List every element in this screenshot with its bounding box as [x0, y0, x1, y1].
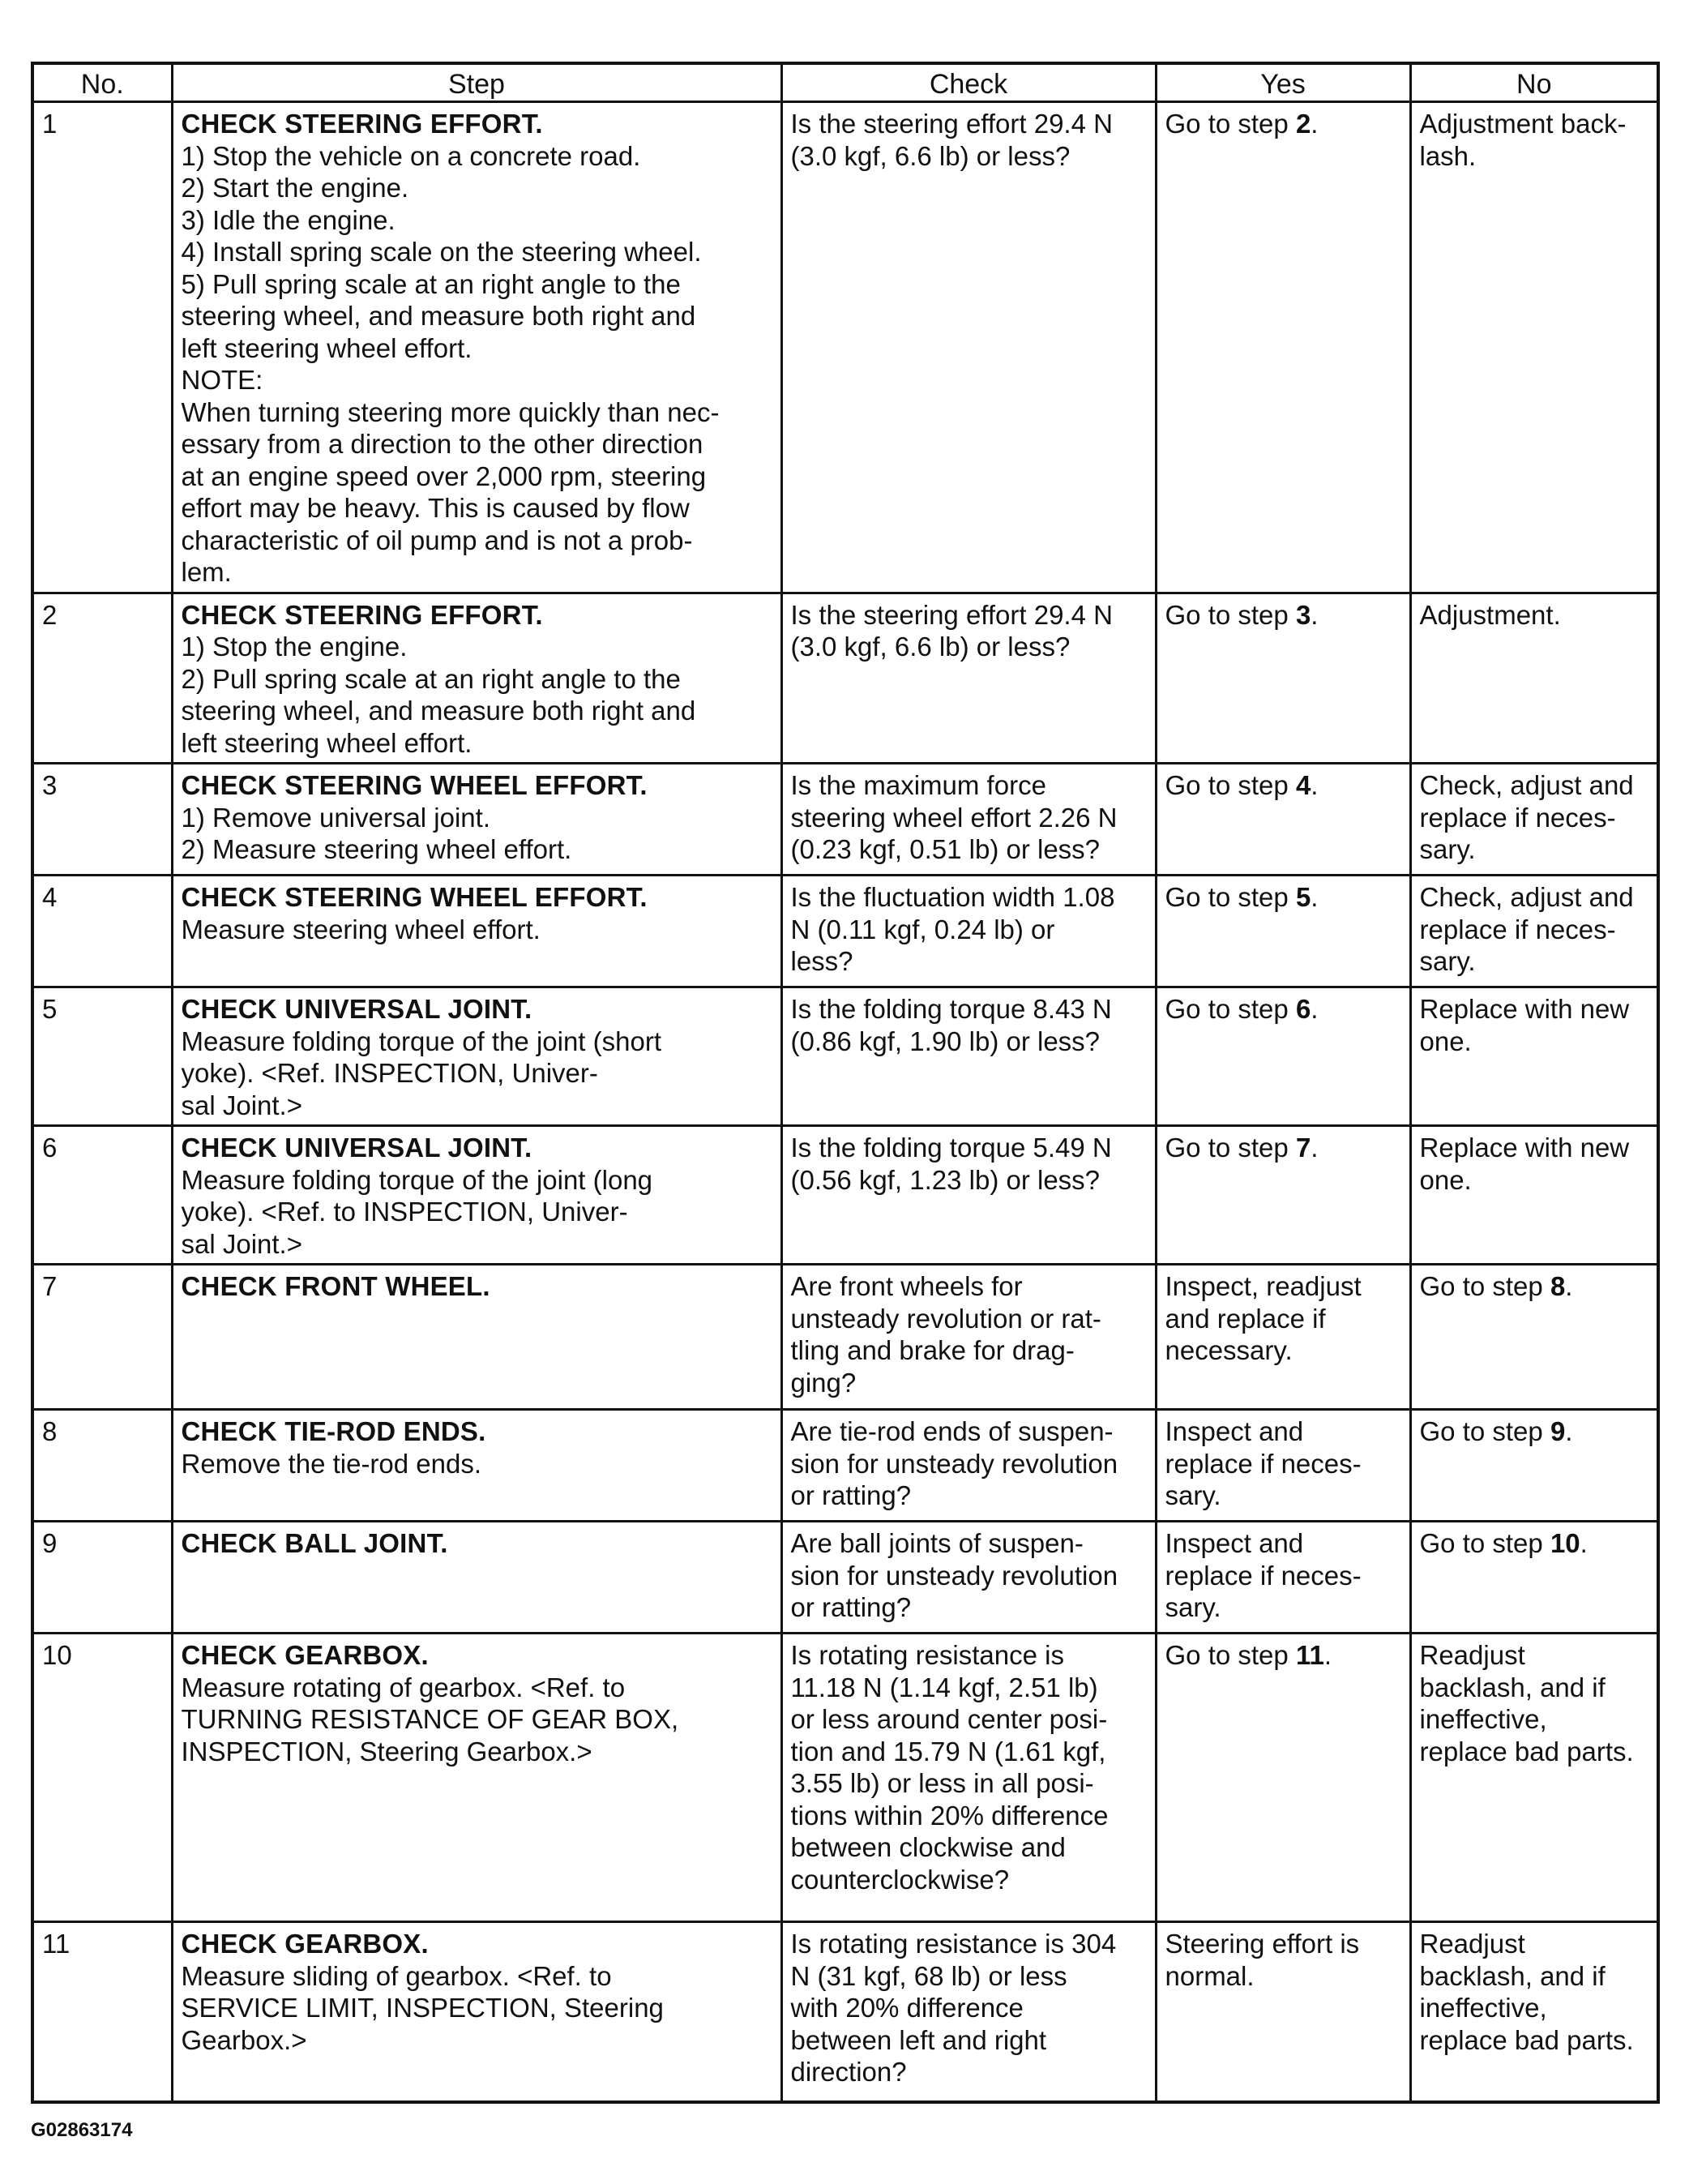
step-title: CHECK UNIVERSAL JOINT. — [181, 1133, 532, 1163]
check-cell — [781, 1265, 1156, 1410]
yes-result — [1156, 593, 1410, 764]
step-instruction: yoke). <Ref. to INSPECTION, Univer- — [181, 1197, 628, 1227]
check-text: Is rotating resistance is 304 — [790, 1929, 1117, 1959]
yes-text: Go to step — [1165, 1133, 1296, 1163]
header-no-result: No — [1410, 63, 1658, 102]
step-instruction: Measure folding torque of the joint (short — [181, 1026, 662, 1056]
no-step-number: 9 — [1550, 1416, 1566, 1446]
step-cell — [172, 876, 781, 987]
step-number: 2 — [32, 593, 172, 764]
table-row — [32, 764, 1658, 876]
yes-text: Go to step — [1165, 599, 1296, 630]
step-title: CHECK FRONT WHEEL. — [181, 1271, 490, 1301]
step-instruction: Remove the tie-rod ends. — [181, 1448, 482, 1479]
check-text: unsteady revolution or rat- — [790, 1303, 1101, 1334]
no-result — [1410, 1265, 1658, 1410]
table-row — [32, 593, 1658, 764]
step-instruction: 3) Idle the engine. — [181, 204, 396, 235]
check-cell — [781, 987, 1156, 1126]
no-text: Check, adjust and replace if neces- sary. — [1419, 882, 1634, 976]
check-text: tion and 15.79 N (1.61 kgf, — [790, 1736, 1106, 1766]
step-instruction: left steering wheel effort. — [181, 727, 472, 758]
yes-text: Inspect, readjust and replace if necessary. — [1165, 1271, 1362, 1365]
step-number: 8 — [32, 1410, 172, 1522]
yes-result — [1156, 102, 1410, 593]
check-text: sion for unsteady revolution — [790, 1560, 1118, 1591]
no-result — [1410, 593, 1658, 764]
check-text: Is the steering effort 29.4 N — [790, 109, 1113, 139]
yes-step-number: 7 — [1295, 1133, 1311, 1163]
table-row — [32, 987, 1658, 1126]
no-result — [1410, 1126, 1658, 1265]
yes-result — [1156, 987, 1410, 1126]
step-instruction: Gearbox.> — [181, 2024, 307, 2055]
check-cell — [781, 1410, 1156, 1522]
header-step: Step — [172, 63, 781, 102]
no-text: Replace with new one. — [1419, 1133, 1630, 1195]
yes-result — [1156, 1922, 1410, 2102]
yes-text: Go to step — [1165, 994, 1296, 1024]
yes-text: Go to step — [1165, 1640, 1296, 1670]
header-row — [32, 63, 1658, 102]
step-instruction: 1) Stop the vehicle on a concrete road. — [181, 140, 641, 171]
yes-text: Inspect and replace if neces- sary. — [1165, 1528, 1362, 1622]
yes-result — [1156, 876, 1410, 987]
check-text: or ratting? — [790, 1592, 912, 1622]
check-text: or less around center posi- — [790, 1704, 1108, 1734]
yes-text-suffix: . — [1311, 994, 1319, 1024]
yes-step-number: 6 — [1295, 994, 1311, 1024]
step-title: CHECK GEARBOX. — [181, 1640, 429, 1670]
step-number: 9 — [32, 1522, 172, 1634]
check-text: or ratting? — [790, 1480, 912, 1510]
yes-text-suffix: . — [1323, 1640, 1332, 1670]
step-cell — [172, 593, 781, 764]
no-text-suffix: . — [1565, 1416, 1573, 1446]
yes-text: Go to step — [1165, 770, 1296, 800]
no-text: Go to step — [1419, 1528, 1550, 1558]
step-instruction: 1) Remove universal joint. — [181, 802, 490, 833]
check-cell — [781, 1522, 1156, 1634]
no-result — [1410, 876, 1658, 987]
check-text: (3.0 kgf, 6.6 lb) or less? — [790, 140, 1071, 171]
check-text: Is rotating resistance is — [790, 1640, 1064, 1670]
yes-result — [1156, 1410, 1410, 1522]
no-result — [1410, 102, 1658, 593]
step-cell — [172, 1922, 781, 2102]
check-text: Is the steering effort 29.4 N — [790, 599, 1113, 630]
check-text: between clockwise and — [790, 1832, 1066, 1862]
no-text: Readjust backlash, and if ineffective, replace bad parts. — [1419, 1929, 1634, 2055]
check-text: (0.56 kgf, 1.23 lb) or less? — [790, 1164, 1101, 1195]
table-row — [32, 1634, 1658, 1922]
no-text: Adjustment back- lash. — [1419, 109, 1627, 171]
yes-step-number: 3 — [1295, 599, 1311, 630]
table-row — [32, 102, 1658, 593]
yes-text-suffix: . — [1311, 770, 1319, 800]
yes-step-number: 2 — [1295, 109, 1311, 139]
step-title: CHECK STEERING EFFORT. — [181, 109, 543, 139]
no-text: Replace with new one. — [1419, 994, 1630, 1056]
step-instruction: characteristic of oil pump and is not a prob- — [181, 525, 693, 555]
check-text: Are ball joints of suspen- — [790, 1528, 1084, 1558]
step-instruction: 5) Pull spring scale at an right angle to the — [181, 268, 681, 299]
check-text: with 20% difference — [790, 1993, 1024, 2023]
check-cell — [781, 102, 1156, 593]
no-step-number: 8 — [1550, 1271, 1566, 1301]
yes-result — [1156, 764, 1410, 876]
step-instruction: 2) Measure steering wheel effort. — [181, 834, 572, 864]
check-text: counterclockwise? — [790, 1864, 1010, 1895]
check-cell — [781, 876, 1156, 987]
no-result — [1410, 1922, 1658, 2102]
check-cell — [781, 1126, 1156, 1265]
table-row — [32, 1922, 1658, 2102]
yes-step-number: 11 — [1295, 1640, 1324, 1670]
check-text: 11.18 N (1.14 kgf, 2.51 lb) — [790, 1672, 1098, 1702]
step-instruction: steering wheel, and measure both right and — [181, 696, 696, 726]
yes-result — [1156, 1126, 1410, 1265]
step-instruction: INSPECTION, Steering Gearbox.> — [181, 1736, 592, 1766]
yes-text-suffix: . — [1311, 599, 1319, 630]
header-yes: Yes — [1156, 63, 1410, 102]
no-result — [1410, 764, 1658, 876]
step-cell — [172, 764, 781, 876]
step-instruction: Measure rotating of gearbox. <Ref. to — [181, 1672, 626, 1702]
step-instruction: sal Joint.> — [181, 1228, 302, 1259]
no-text: Go to step — [1419, 1271, 1550, 1301]
step-number: 7 — [32, 1265, 172, 1410]
check-text: Is the maximum force — [790, 770, 1046, 800]
diagnostic-table — [31, 62, 1660, 2104]
check-text: tions within 20% difference — [790, 1800, 1109, 1831]
step-instruction: at an engine speed over 2,000 rpm, steering — [181, 460, 707, 491]
figure-code: G02863174 — [31, 2119, 133, 2141]
check-cell — [781, 593, 1156, 764]
check-cell — [781, 1922, 1156, 2102]
yes-text: Inspect and replace if neces- sary. — [1165, 1416, 1362, 1510]
yes-step-number: 5 — [1295, 882, 1311, 912]
no-text: Check, adjust and replace if neces- sary. — [1419, 770, 1634, 864]
step-number: 4 — [32, 876, 172, 987]
yes-text: Steering effort is normal. — [1165, 1929, 1360, 1991]
check-text: less? — [790, 946, 853, 976]
check-text: 3.55 lb) or less in all posi- — [790, 1768, 1094, 1798]
check-text: Are front wheels for — [790, 1271, 1023, 1301]
check-text: Is the folding torque 8.43 N — [790, 994, 1112, 1024]
yes-text: Go to step — [1165, 882, 1296, 912]
no-text: Go to step — [1419, 1416, 1550, 1446]
step-instruction: TURNING RESISTANCE OF GEAR BOX, — [181, 1704, 679, 1734]
step-cell — [172, 1522, 781, 1634]
step-instruction: effort may be heavy. This is caused by flow — [181, 493, 690, 523]
check-text: (0.23 kgf, 0.51 lb) or less? — [790, 834, 1101, 864]
step-title: CHECK STEERING WHEEL EFFORT. — [181, 770, 648, 800]
step-instruction: lem. — [181, 557, 232, 587]
step-instruction: left steering wheel effort. — [181, 332, 472, 363]
step-instruction: When turning steering more quickly than nec- — [181, 396, 720, 427]
step-instruction: Measure folding torque of the joint (long — [181, 1164, 653, 1195]
check-text: direction? — [790, 2057, 907, 2087]
yes-text-suffix: . — [1311, 882, 1319, 912]
step-number: 6 — [32, 1126, 172, 1265]
step-cell — [172, 1265, 781, 1410]
step-number: 3 — [32, 764, 172, 876]
yes-result — [1156, 1265, 1410, 1410]
yes-step-number: 4 — [1295, 770, 1311, 800]
step-title: CHECK STEERING WHEEL EFFORT. — [181, 882, 648, 912]
check-text: (3.0 kgf, 6.6 lb) or less? — [790, 632, 1071, 662]
step-instruction: 2) Pull spring scale at an right angle to the — [181, 663, 681, 694]
no-result — [1410, 1634, 1658, 1922]
yes-text-suffix: . — [1311, 109, 1319, 139]
step-instruction: steering wheel, and measure both right and — [181, 301, 696, 331]
step-instruction: Measure sliding of gearbox. <Ref. to — [181, 1960, 612, 1991]
table-row — [32, 876, 1658, 987]
yes-text: Go to step — [1165, 109, 1296, 139]
check-text: Are tie-rod ends of suspen- — [790, 1416, 1114, 1446]
yes-result — [1156, 1522, 1410, 1634]
check-text: Is the folding torque 5.49 N — [790, 1133, 1112, 1163]
step-instruction: yoke). <Ref. INSPECTION, Univer- — [181, 1058, 598, 1088]
step-cell — [172, 1634, 781, 1922]
no-result — [1410, 987, 1658, 1126]
step-instruction: sal Joint.> — [181, 1090, 302, 1120]
step-title: CHECK BALL JOINT. — [181, 1528, 448, 1558]
table-row — [32, 1410, 1658, 1522]
no-result — [1410, 1410, 1658, 1522]
table-row — [32, 1522, 1658, 1634]
step-cell — [172, 987, 781, 1126]
check-text: sion for unsteady revolution — [790, 1448, 1118, 1479]
check-text: between left and right — [790, 2024, 1047, 2055]
table-row — [32, 1265, 1658, 1410]
no-text: Adjustment. — [1419, 599, 1561, 630]
check-text: (0.86 kgf, 1.90 lb) or less? — [790, 1026, 1101, 1056]
header-check: Check — [781, 63, 1156, 102]
step-instruction: 1) Stop the engine. — [181, 632, 408, 662]
step-title: CHECK STEERING EFFORT. — [181, 599, 543, 630]
step-cell — [172, 102, 781, 593]
header-no: No. — [32, 63, 172, 102]
step-instruction: 2) Start the engine. — [181, 173, 409, 203]
check-text: N (31 kgf, 68 lb) or less — [790, 1960, 1067, 1991]
step-instruction: essary from a direction to the other direction — [181, 429, 703, 459]
no-text-suffix: . — [1580, 1528, 1588, 1558]
check-text: N (0.11 kgf, 0.24 lb) or — [790, 914, 1055, 944]
check-text: Is the fluctuation width 1.08 — [790, 882, 1115, 912]
step-title: CHECK GEARBOX. — [181, 1929, 429, 1959]
step-instruction: Measure steering wheel effort. — [181, 914, 541, 944]
yes-result — [1156, 1634, 1410, 1922]
check-cell — [781, 764, 1156, 876]
step-title: CHECK TIE-ROD ENDS. — [181, 1416, 486, 1446]
step-cell — [172, 1126, 781, 1265]
check-cell — [781, 1634, 1156, 1922]
no-text: Readjust backlash, and if ineffective, replace bad parts. — [1419, 1640, 1634, 1766]
step-instruction: 4) Install spring scale on the steering wheel. — [181, 237, 702, 267]
yes-text-suffix: . — [1311, 1133, 1319, 1163]
step-number: 5 — [32, 987, 172, 1126]
step-number: 1 — [32, 102, 172, 593]
table-row — [32, 1126, 1658, 1265]
check-text: tling and brake for drag- — [790, 1335, 1075, 1365]
step-number: 11 — [32, 1922, 172, 2102]
step-title: CHECK UNIVERSAL JOINT. — [181, 994, 532, 1024]
step-instruction: NOTE: — [181, 365, 263, 395]
step-instruction: SERVICE LIMIT, INSPECTION, Steering — [181, 1993, 664, 2023]
check-text: ging? — [790, 1367, 857, 1398]
step-number: 10 — [32, 1634, 172, 1922]
no-result — [1410, 1522, 1658, 1634]
no-text-suffix: . — [1565, 1271, 1573, 1301]
check-text: steering wheel effort 2.26 N — [790, 802, 1118, 833]
no-step-number: 10 — [1550, 1528, 1580, 1558]
step-cell — [172, 1410, 781, 1522]
